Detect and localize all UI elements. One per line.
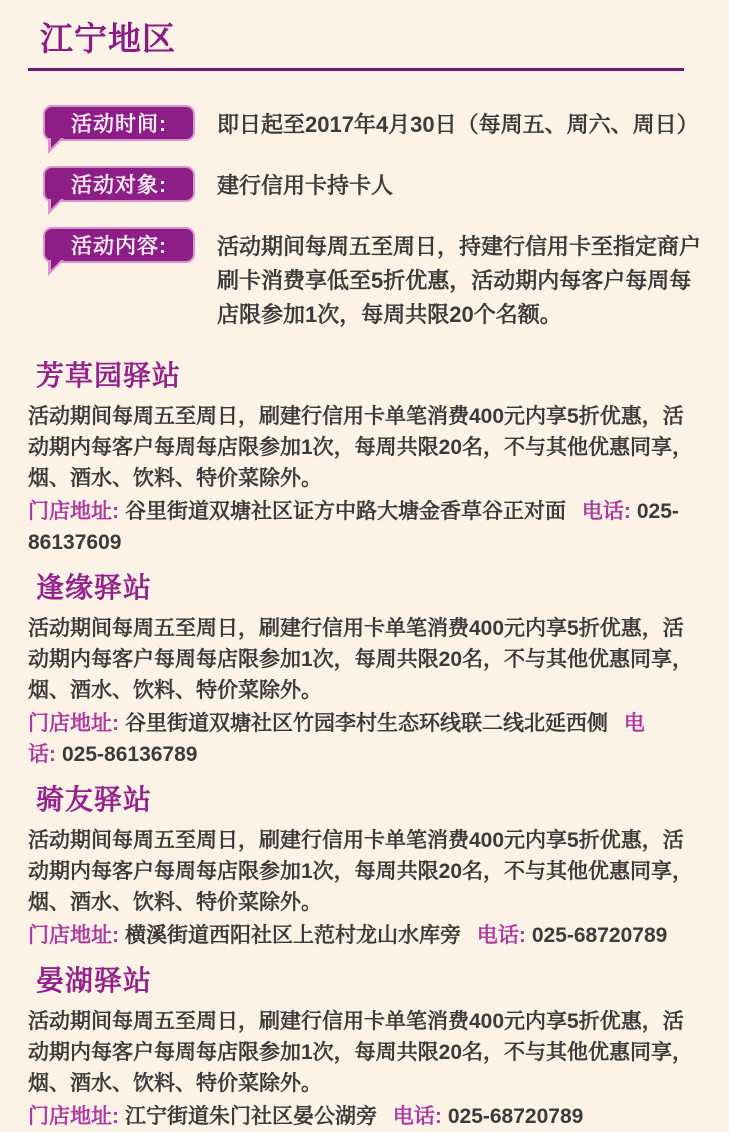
activity-target-text: 建行信用卡持卡人 <box>217 173 394 198</box>
activity-content-badge-label: 活动内容: <box>71 235 167 258</box>
store-3-address: 横溪街道西阳社区上范村龙山水库旁 <box>125 924 461 947</box>
store-4-phone-label: 电话: <box>392 1105 442 1128</box>
store-4-phone: 025-68720789 <box>447 1105 584 1128</box>
store-2-phone-label: 电话: <box>28 712 645 766</box>
promo-info-section <box>43 105 701 332</box>
store-3-contact <box>28 920 701 951</box>
activity-target-badge-label: 活动对象: <box>71 174 167 197</box>
activity-time-badge <box>43 105 195 141</box>
store-section-3 <box>28 784 701 951</box>
store-section-4 <box>28 965 701 1132</box>
store-2-address-label: 门店地址: <box>28 712 119 735</box>
activity-content-badge <box>43 227 195 263</box>
store-section-1 <box>28 360 701 558</box>
store-2-contact <box>28 708 701 770</box>
info-row-activity-target <box>43 166 701 203</box>
store-3-phone: 025-68720789 <box>531 924 668 947</box>
store-3-phone-label: 电话: <box>476 924 526 947</box>
store-2-description: 活动期间每周五至周日，刷建行信用卡单笔消费400元内享5折优惠，活动期内每客户每周每店限参加1次，每周共限20名，不与其他优惠同享，烟、酒水、饮料、特价菜除外。 <box>28 617 694 702</box>
activity-time-badge-label: 活动时间: <box>71 113 167 136</box>
store-4-address-label: 门店地址: <box>28 1105 119 1128</box>
store-1-phone-label: 电话: <box>581 500 631 523</box>
info-row-activity-content <box>43 227 701 332</box>
activity-content-text: 活动期间每周五至周日，持建行信用卡至指定商户刷卡消费享低至5折优惠，活动期内每客户每周每店限参加1次，每周共限20个名额。 <box>217 234 702 327</box>
store-1-description: 活动期间每周五至周日，刷建行信用卡单笔消费400元内享5折优惠，活动期内每客户每周每店限参加1次，每周共限20名，不与其他优惠同享，烟、酒水、饮料、特价菜除外。 <box>28 405 694 490</box>
store-3-name: 骑友驿站 <box>36 784 153 815</box>
store-4-contact <box>28 1101 701 1132</box>
store-1-name: 芳草园驿站 <box>36 360 182 391</box>
store-4-name: 晏湖驿站 <box>36 965 153 996</box>
store-2-address: 谷里街道双塘社区竹园李村生态环线联二线北延西侧 <box>125 712 608 735</box>
store-3-description: 活动期间每周五至周日，刷建行信用卡单笔消费400元内享5折优惠，活动期内每客户每周每店限参加1次，每周共限20名，不与其他优惠同享，烟、酒水、饮料、特价菜除外。 <box>28 829 694 914</box>
info-row-activity-time <box>43 105 701 142</box>
store-4-description: 活动期间每周五至周日，刷建行信用卡单笔消费400元内享5折优惠，活动期内每客户每周每店限参加1次，每周共限20名，不与其他优惠同享，烟、酒水、饮料、特价菜除外。 <box>28 1010 694 1095</box>
store-2-phone: 025-86136789 <box>62 743 198 766</box>
store-section-2 <box>28 572 701 770</box>
store-list <box>28 360 701 1132</box>
title-divider <box>28 68 684 71</box>
page-title: 江宁地区 <box>40 20 176 57</box>
activity-target-badge <box>43 166 195 202</box>
store-4-address: 江宁街道朱门社区晏公湖旁 <box>125 1105 377 1128</box>
activity-time-text: 即日起至2017年4月30日（每周五、周六、周日） <box>217 112 699 137</box>
store-1-contact <box>28 496 701 558</box>
store-3-address-label: 门店地址: <box>28 924 119 947</box>
store-1-address-label: 门店地址: <box>28 500 119 523</box>
store-1-address: 谷里街道双塘社区证方中路大塘金香草谷正对面 <box>125 500 566 523</box>
store-2-name: 逢缘驿站 <box>36 572 153 603</box>
store-1-phone: 025-86137609 <box>28 500 679 554</box>
